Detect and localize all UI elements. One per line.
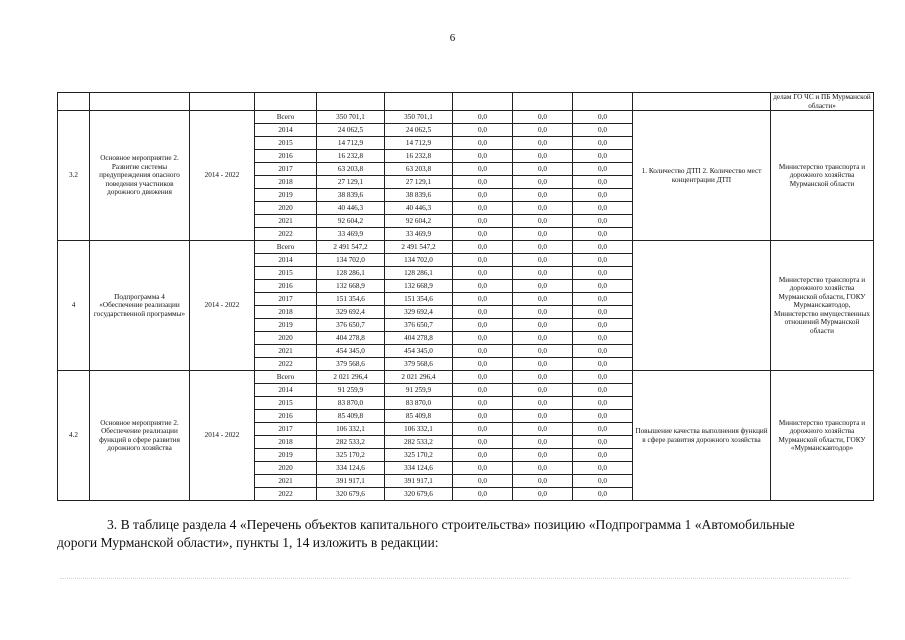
federal-budget-cell: 0,0 <box>453 436 513 449</box>
cell-empty <box>385 93 453 111</box>
other-funds-cell: 0,0 <box>573 332 633 345</box>
cell-empty <box>190 93 255 111</box>
year-cell: 2016 <box>255 280 317 293</box>
local-budget-cell: 0,0 <box>513 423 573 436</box>
federal-budget-cell: 0,0 <box>453 267 513 280</box>
regional-budget-cell: 2 491 547,2 <box>385 241 453 254</box>
cell-empty <box>90 93 190 111</box>
regional-budget-cell: 106 332,1 <box>385 423 453 436</box>
regional-budget-cell: 334 124,6 <box>385 462 453 475</box>
table-row <box>58 371 874 384</box>
local-budget-cell: 0,0 <box>513 319 573 332</box>
total-cell: 404 278,8 <box>317 332 385 345</box>
federal-budget-cell: 0,0 <box>453 397 513 410</box>
year-cell: Всего <box>255 371 317 384</box>
other-funds-cell: 0,0 <box>573 423 633 436</box>
other-funds-cell: 0,0 <box>573 358 633 371</box>
local-budget-cell: 0,0 <box>513 410 573 423</box>
total-cell: 329 692,4 <box>317 306 385 319</box>
local-budget-cell: 0,0 <box>513 488 573 501</box>
other-funds-cell: 0,0 <box>573 189 633 202</box>
cell-empty <box>317 93 385 111</box>
cell-empty <box>513 93 573 111</box>
executor-cell: Министерство транспорта и дорожного хозяйства Мурманской области <box>771 111 874 241</box>
federal-budget-cell: 0,0 <box>453 319 513 332</box>
year-cell: 2021 <box>255 475 317 488</box>
page-number: 6 <box>449 32 456 44</box>
year-cell: 2022 <box>255 228 317 241</box>
other-funds-cell: 0,0 <box>573 124 633 137</box>
total-cell: 40 446,3 <box>317 202 385 215</box>
table-top-row <box>58 93 874 111</box>
other-funds-cell: 0,0 <box>573 436 633 449</box>
regional-budget-cell: 63 203,8 <box>385 163 453 176</box>
executor-cell: Министерство транспорта и дорожного хозяйства Мурманской области, ГОКУ Мурманскавтодор, Министерство имущественных отношений Мурманской области <box>771 241 874 371</box>
total-cell: 38 839,6 <box>317 189 385 202</box>
total-cell: 63 203,8 <box>317 163 385 176</box>
regional-budget-cell: 27 129,1 <box>385 176 453 189</box>
regional-budget-cell: 16 232,8 <box>385 150 453 163</box>
regional-budget-cell: 325 170,2 <box>385 449 453 462</box>
federal-budget-cell: 0,0 <box>453 215 513 228</box>
regional-budget-cell: 85 409,8 <box>385 410 453 423</box>
federal-budget-cell: 0,0 <box>453 176 513 189</box>
local-budget-cell: 0,0 <box>513 267 573 280</box>
regional-budget-cell: 454 345,0 <box>385 345 453 358</box>
cell-empty <box>255 93 317 111</box>
total-cell: 14 712,9 <box>317 137 385 150</box>
other-funds-cell: 0,0 <box>573 397 633 410</box>
regional-budget-cell: 151 354,6 <box>385 293 453 306</box>
other-funds-cell: 0,0 <box>573 176 633 189</box>
local-budget-cell: 0,0 <box>513 280 573 293</box>
total-cell: 134 702,0 <box>317 254 385 267</box>
year-cell: 2014 <box>255 254 317 267</box>
item-number-cell: 4 <box>58 241 90 371</box>
regional-budget-cell: 38 839,6 <box>385 189 453 202</box>
total-cell: 391 917,1 <box>317 475 385 488</box>
local-budget-cell: 0,0 <box>513 111 573 124</box>
instruction-paragraph <box>57 516 865 552</box>
federal-budget-cell: 0,0 <box>453 423 513 436</box>
item-number-cell: 4.2 <box>58 371 90 501</box>
regional-budget-cell: 391 917,1 <box>385 475 453 488</box>
other-funds-cell: 0,0 <box>573 202 633 215</box>
year-cell: 2015 <box>255 137 317 150</box>
total-cell: 92 604,2 <box>317 215 385 228</box>
total-cell: 85 409,8 <box>317 410 385 423</box>
year-cell: 2018 <box>255 306 317 319</box>
year-cell: 2022 <box>255 358 317 371</box>
regional-budget-cell: 92 604,2 <box>385 215 453 228</box>
other-funds-cell: 0,0 <box>573 384 633 397</box>
other-funds-cell: 0,0 <box>573 345 633 358</box>
year-cell: 2019 <box>255 319 317 332</box>
year-cell: 2017 <box>255 163 317 176</box>
item-name-cell: Основное мероприятие 2. Развитие системы предупреждения опасного поведения участников дорожного движения <box>90 111 190 241</box>
year-cell: 2014 <box>255 384 317 397</box>
federal-budget-cell: 0,0 <box>453 228 513 241</box>
total-cell: 376 650,7 <box>317 319 385 332</box>
total-cell: 91 259,9 <box>317 384 385 397</box>
local-budget-cell: 0,0 <box>513 241 573 254</box>
indicator-cell: 1. Количество ДТП 2. Количество мест концентрации ДТП <box>633 111 771 241</box>
paragraph-line-2: дороги Мурманской области», пункты 1, 14 изложить в редакции: <box>57 535 439 550</box>
local-budget-cell: 0,0 <box>513 228 573 241</box>
year-cell: 2019 <box>255 189 317 202</box>
local-budget-cell: 0,0 <box>513 345 573 358</box>
cell-empty <box>453 93 513 111</box>
other-funds-cell: 0,0 <box>573 163 633 176</box>
cell-empty <box>633 93 771 111</box>
local-budget-cell: 0,0 <box>513 254 573 267</box>
paragraph-line-1: 3. В таблице раздела 4 «Перечень объектов капитального строительства» позицию «Подпрограмма 1 «Автомобильные <box>107 517 795 532</box>
total-cell: 320 679,6 <box>317 488 385 501</box>
total-cell: 151 354,6 <box>317 293 385 306</box>
year-cell: 2016 <box>255 150 317 163</box>
total-cell: 2 021 296,4 <box>317 371 385 384</box>
period-cell: 2014 - 2022 <box>190 241 255 371</box>
total-cell: 2 491 547,2 <box>317 241 385 254</box>
total-cell: 454 345,0 <box>317 345 385 358</box>
executor-cell: делам ГО ЧС и ПБ Мурманской области» <box>771 93 874 111</box>
federal-budget-cell: 0,0 <box>453 345 513 358</box>
regional-budget-cell: 350 701,1 <box>385 111 453 124</box>
federal-budget-cell: 0,0 <box>453 111 513 124</box>
local-budget-cell: 0,0 <box>513 449 573 462</box>
regional-budget-cell: 128 286,1 <box>385 267 453 280</box>
regional-budget-cell: 376 650,7 <box>385 319 453 332</box>
federal-budget-cell: 0,0 <box>453 163 513 176</box>
indicator-cell: Повышение качества выполнения функций в сфере развития дорожного хозяйства <box>633 371 771 501</box>
federal-budget-cell: 0,0 <box>453 488 513 501</box>
year-cell: 2016 <box>255 410 317 423</box>
federal-budget-cell: 0,0 <box>453 293 513 306</box>
local-budget-cell: 0,0 <box>513 202 573 215</box>
federal-budget-cell: 0,0 <box>453 462 513 475</box>
regional-budget-cell: 282 533,2 <box>385 436 453 449</box>
year-cell: 2021 <box>255 345 317 358</box>
federal-budget-cell: 0,0 <box>453 137 513 150</box>
federal-budget-cell: 0,0 <box>453 410 513 423</box>
local-budget-cell: 0,0 <box>513 176 573 189</box>
year-cell: Всего <box>255 241 317 254</box>
federal-budget-cell: 0,0 <box>453 449 513 462</box>
other-funds-cell: 0,0 <box>573 150 633 163</box>
cell-empty <box>573 93 633 111</box>
total-cell: 334 124,6 <box>317 462 385 475</box>
regional-budget-cell: 91 259,9 <box>385 384 453 397</box>
year-cell: 2021 <box>255 215 317 228</box>
other-funds-cell: 0,0 <box>573 319 633 332</box>
table-row <box>58 111 874 124</box>
regional-budget-cell: 404 278,8 <box>385 332 453 345</box>
other-funds-cell: 0,0 <box>573 410 633 423</box>
federal-budget-cell: 0,0 <box>453 241 513 254</box>
budget-table <box>57 92 874 501</box>
cell-empty <box>58 93 90 111</box>
regional-budget-cell: 132 668,9 <box>385 280 453 293</box>
other-funds-cell: 0,0 <box>573 228 633 241</box>
total-cell: 83 870,0 <box>317 397 385 410</box>
year-cell: 2018 <box>255 176 317 189</box>
local-budget-cell: 0,0 <box>513 462 573 475</box>
federal-budget-cell: 0,0 <box>453 189 513 202</box>
other-funds-cell: 0,0 <box>573 111 633 124</box>
other-funds-cell: 0,0 <box>573 371 633 384</box>
other-funds-cell: 0,0 <box>573 475 633 488</box>
local-budget-cell: 0,0 <box>513 124 573 137</box>
total-cell: 27 129,1 <box>317 176 385 189</box>
local-budget-cell: 0,0 <box>513 332 573 345</box>
federal-budget-cell: 0,0 <box>453 202 513 215</box>
period-cell: 2014 - 2022 <box>190 111 255 241</box>
year-cell: 2015 <box>255 397 317 410</box>
local-budget-cell: 0,0 <box>513 137 573 150</box>
other-funds-cell: 0,0 <box>573 137 633 150</box>
item-name-cell: Подпрограмма 4 «Обеспечение реализации государственной программы» <box>90 241 190 371</box>
federal-budget-cell: 0,0 <box>453 332 513 345</box>
regional-budget-cell: 83 870,0 <box>385 397 453 410</box>
regional-budget-cell: 40 446,3 <box>385 202 453 215</box>
local-budget-cell: 0,0 <box>513 306 573 319</box>
year-cell: 2017 <box>255 293 317 306</box>
other-funds-cell: 0,0 <box>573 293 633 306</box>
scan-noise-line <box>60 578 850 581</box>
year-cell: Всего <box>255 111 317 124</box>
local-budget-cell: 0,0 <box>513 358 573 371</box>
local-budget-cell: 0,0 <box>513 150 573 163</box>
regional-budget-cell: 329 692,4 <box>385 306 453 319</box>
year-cell: 2020 <box>255 462 317 475</box>
total-cell: 350 701,1 <box>317 111 385 124</box>
federal-budget-cell: 0,0 <box>453 475 513 488</box>
local-budget-cell: 0,0 <box>513 384 573 397</box>
total-cell: 325 170,2 <box>317 449 385 462</box>
local-budget-cell: 0,0 <box>513 215 573 228</box>
year-cell: 2022 <box>255 488 317 501</box>
total-cell: 379 568,6 <box>317 358 385 371</box>
year-cell: 2015 <box>255 267 317 280</box>
period-cell: 2014 - 2022 <box>190 371 255 501</box>
other-funds-cell: 0,0 <box>573 306 633 319</box>
regional-budget-cell: 24 062,5 <box>385 124 453 137</box>
total-cell: 132 668,9 <box>317 280 385 293</box>
year-cell: 2019 <box>255 449 317 462</box>
regional-budget-cell: 134 702,0 <box>385 254 453 267</box>
other-funds-cell: 0,0 <box>573 215 633 228</box>
total-cell: 106 332,1 <box>317 423 385 436</box>
year-cell: 2017 <box>255 423 317 436</box>
regional-budget-cell: 2 021 296,4 <box>385 371 453 384</box>
year-cell: 2020 <box>255 202 317 215</box>
item-name-cell: Основное мероприятие 2. Обеспечение реализации функций в сфере развития дорожного хозяйства <box>90 371 190 501</box>
total-cell: 33 469,9 <box>317 228 385 241</box>
year-cell: 2018 <box>255 436 317 449</box>
total-cell: 24 062,5 <box>317 124 385 137</box>
total-cell: 282 533,2 <box>317 436 385 449</box>
other-funds-cell: 0,0 <box>573 267 633 280</box>
federal-budget-cell: 0,0 <box>453 280 513 293</box>
table-row <box>58 241 874 254</box>
local-budget-cell: 0,0 <box>513 189 573 202</box>
total-cell: 16 232,8 <box>317 150 385 163</box>
indicator-cell <box>633 241 771 371</box>
local-budget-cell: 0,0 <box>513 293 573 306</box>
regional-budget-cell: 33 469,9 <box>385 228 453 241</box>
other-funds-cell: 0,0 <box>573 462 633 475</box>
federal-budget-cell: 0,0 <box>453 384 513 397</box>
other-funds-cell: 0,0 <box>573 254 633 267</box>
local-budget-cell: 0,0 <box>513 371 573 384</box>
other-funds-cell: 0,0 <box>573 449 633 462</box>
year-cell: 2014 <box>255 124 317 137</box>
federal-budget-cell: 0,0 <box>453 150 513 163</box>
regional-budget-cell: 14 712,9 <box>385 137 453 150</box>
federal-budget-cell: 0,0 <box>453 371 513 384</box>
local-budget-cell: 0,0 <box>513 436 573 449</box>
local-budget-cell: 0,0 <box>513 475 573 488</box>
federal-budget-cell: 0,0 <box>453 306 513 319</box>
executor-cell: Министерство транспорта и дорожного хозяйства Мурманской области, ГОКУ «Мурманскавтодор» <box>771 371 874 501</box>
total-cell: 128 286,1 <box>317 267 385 280</box>
federal-budget-cell: 0,0 <box>453 124 513 137</box>
federal-budget-cell: 0,0 <box>453 358 513 371</box>
item-number-cell: 3.2 <box>58 111 90 241</box>
local-budget-cell: 0,0 <box>513 163 573 176</box>
other-funds-cell: 0,0 <box>573 241 633 254</box>
federal-budget-cell: 0,0 <box>453 254 513 267</box>
regional-budget-cell: 320 679,6 <box>385 488 453 501</box>
other-funds-cell: 0,0 <box>573 280 633 293</box>
regional-budget-cell: 379 568,6 <box>385 358 453 371</box>
other-funds-cell: 0,0 <box>573 488 633 501</box>
local-budget-cell: 0,0 <box>513 397 573 410</box>
year-cell: 2020 <box>255 332 317 345</box>
